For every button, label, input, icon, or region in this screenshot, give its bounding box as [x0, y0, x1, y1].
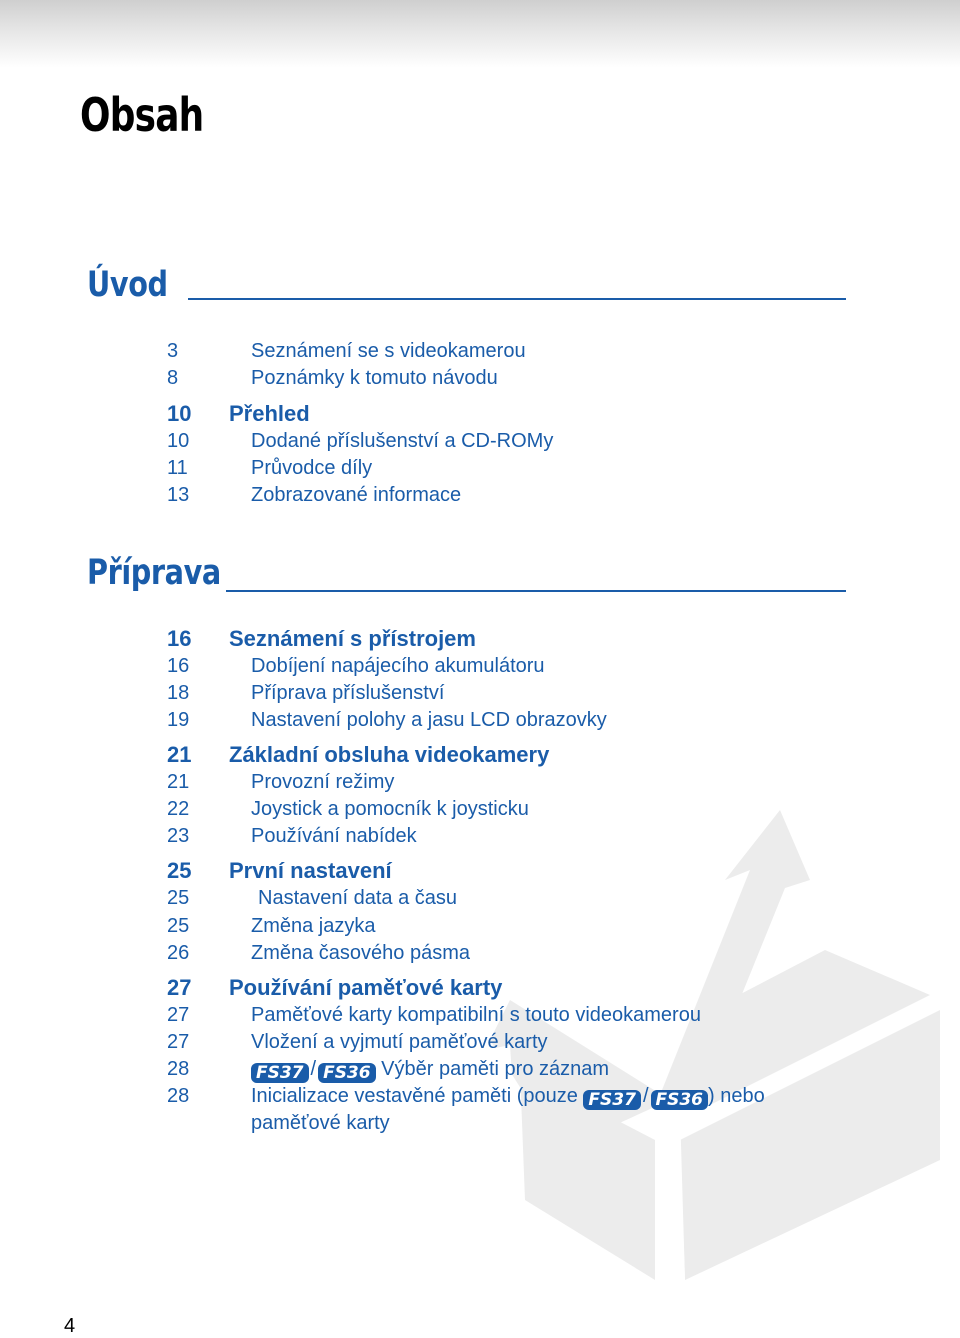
toc-chapter-label: Přehled	[229, 401, 310, 426]
toc-chapter[interactable]	[0, 401, 960, 427]
toc-page-number: 16	[167, 626, 192, 651]
toc-entry-label: Poznámky k tomuto návodu	[251, 367, 498, 389]
section-rule	[226, 590, 846, 592]
toc-page-number: 10	[167, 430, 190, 452]
toc-chapter-label: První nastavení	[229, 858, 392, 883]
toc-entry[interactable]	[0, 1029, 960, 1055]
toc-entry[interactable]	[0, 428, 960, 454]
toc-entry-label-end: ) nebo	[708, 1085, 765, 1107]
toc-page-number: 27	[167, 1004, 190, 1026]
toc-page-number: 11	[167, 457, 188, 479]
model-badge-fs37: FS37	[583, 1090, 641, 1110]
toc-entry-label: Průvodce díly	[251, 457, 373, 479]
toc-entry[interactable]	[0, 653, 960, 679]
toc-page-number: 18	[167, 682, 190, 704]
toc-entry-label: Joystick a pomocník k joysticku	[251, 798, 529, 820]
toc-chapter-label: Používání paměťové karty	[229, 975, 503, 1000]
toc-entry-with-badges	[251, 1083, 765, 1110]
toc-entry[interactable]	[0, 365, 960, 391]
toc-entry-label: Změna časového pásma	[251, 942, 471, 964]
toc-entry[interactable]	[0, 455, 960, 481]
section-rule	[188, 298, 846, 300]
toc-entry-label: Dobíjení napájecího akumulátoru	[251, 655, 545, 677]
toc-entry[interactable]	[0, 796, 960, 822]
toc-entry-with-badges	[251, 1056, 609, 1083]
model-badge-fs36: FS36	[651, 1090, 709, 1110]
toc-entry-label: Seznámení se s videokamerou	[251, 340, 526, 362]
toc-chapter[interactable]	[0, 975, 960, 1001]
page-number: 4	[64, 1315, 76, 1337]
toc-page-number: 8	[167, 367, 179, 389]
toc-entry-label: Používání nabídek	[251, 825, 417, 847]
toc-entry[interactable]	[0, 1002, 960, 1028]
toc-entry-label: Výběr paměti pro záznam	[381, 1058, 610, 1080]
toc-page-number: 16	[167, 655, 190, 677]
toc-entry[interactable]	[0, 1056, 960, 1082]
toc-entry-label: Zobrazované informace	[251, 484, 462, 506]
toc-entry-label: Změna jazyka	[251, 915, 376, 937]
toc-page-number: 25	[167, 887, 190, 909]
model-badge-fs36: FS36	[318, 1063, 376, 1083]
header-gradient-bar	[0, 0, 960, 68]
toc-page-number: 22	[167, 798, 190, 820]
toc-page-number: 25	[167, 858, 192, 883]
toc-entry-label: Vložení a vyjmutí paměťové karty	[251, 1031, 548, 1053]
toc-page-number: 25	[167, 915, 190, 937]
toc-entry[interactable]	[0, 913, 960, 939]
toc-page-number: 10	[167, 401, 192, 426]
toc-chapter-label: Základní obsluha videokamery	[229, 742, 550, 767]
toc-entry-label: Nastavení data a času	[258, 887, 458, 909]
toc-entry-label: Dodané příslušenství a CD-ROMy	[251, 430, 554, 452]
toc-entry[interactable]	[0, 940, 960, 966]
toc-chapter[interactable]	[0, 626, 960, 652]
toc-page-number: 19	[167, 709, 190, 731]
toc-page-number: 23	[167, 825, 190, 847]
toc-entry-label: Paměťové karty kompatibilní s touto videokamerou	[251, 1004, 701, 1026]
toc-entry-label: Příprava příslušenství	[251, 682, 445, 704]
section-title-uvod: Úvod	[87, 265, 168, 305]
toc-chapter[interactable]	[0, 742, 960, 768]
toc-entry[interactable]	[0, 482, 960, 508]
toc-entry[interactable]	[0, 707, 960, 733]
toc-entry[interactable]	[0, 885, 960, 911]
badge-separator: /	[310, 1058, 317, 1080]
toc-entry[interactable]	[0, 1083, 960, 1109]
model-badge-fs37: FS37	[251, 1063, 309, 1083]
toc-page-number: 27	[167, 975, 192, 1000]
toc-entry[interactable]	[0, 823, 960, 849]
toc-page-number: 27	[167, 1031, 190, 1053]
toc-entry-label: Provozní režimy	[251, 771, 395, 793]
toc-page-number: 28	[167, 1085, 190, 1107]
toc-entry-label: Nastavení polohy a jasu LCD obrazovky	[251, 709, 607, 731]
toc-page-number: 3	[167, 340, 179, 362]
toc-page-number: 21	[167, 742, 192, 767]
toc-entry[interactable]	[0, 680, 960, 706]
toc-page-number: 13	[167, 484, 190, 506]
badge-separator: /	[642, 1085, 649, 1107]
page-title: Obsah	[80, 88, 204, 142]
toc-entry[interactable]	[0, 769, 960, 795]
toc-chapter-label: Seznámení s přístrojem	[229, 626, 476, 651]
toc-page-number: 26	[167, 942, 190, 964]
toc-entry[interactable]	[0, 338, 960, 364]
toc-entry-continuation[interactable]	[0, 1110, 960, 1136]
toc-page-number: 21	[167, 771, 190, 793]
toc-chapter[interactable]	[0, 858, 960, 884]
toc-entry-label: Inicializace vestavěné paměti (pouze	[251, 1085, 578, 1107]
section-title-priprava: Příprava	[87, 553, 221, 593]
toc-entry-label: paměťové karty	[251, 1112, 390, 1134]
toc-page-number: 28	[167, 1058, 190, 1080]
